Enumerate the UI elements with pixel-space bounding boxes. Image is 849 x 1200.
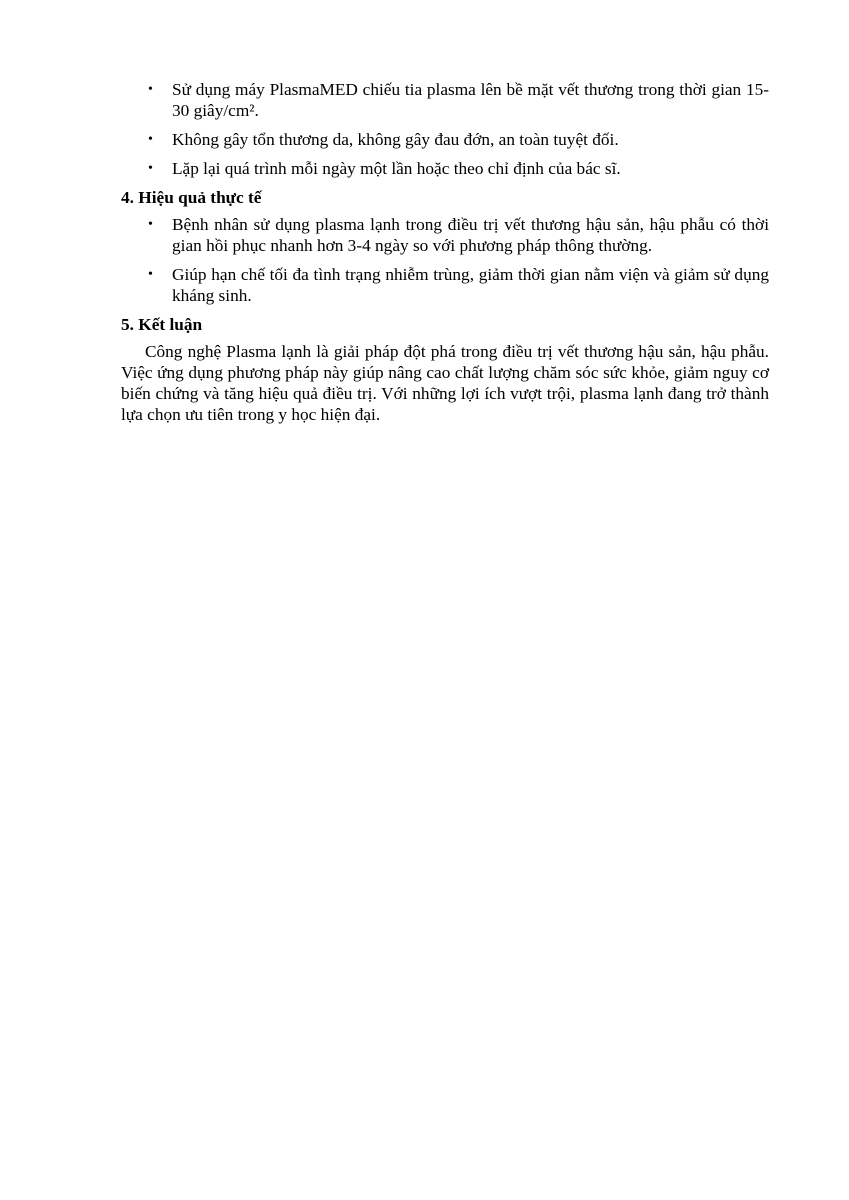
bullet-icon: • [148, 132, 153, 147]
document-page [121, 79, 769, 425]
list-item-text: Giúp hạn chế tối đa tình trạng nhiễm trùng, giảm thời gian nằm viện và giảm sử dụng kháng sinh. [172, 265, 769, 305]
list-item-text: Sử dụng máy PlasmaMED chiếu tia plasma lên bề mặt vết thương trong thời gian 15-30 giây/cm². [172, 80, 769, 120]
conclusion-paragraph: Công nghệ Plasma lạnh là giải pháp đột phá trong điều trị vết thương hậu sản, hậu phẫu. Việc ứng dụng phương pháp này giúp nâng cao chất lượng chăm sóc sức khỏe, giảm nguy cơ biến chứng và tăng hiệu quả điều trị. Với những lợi ích vượt trội, plasma lạnh đang trở thành lựa chọn ưu tiên trong y học hiện đại. [121, 342, 769, 424]
bullet-icon: • [148, 161, 153, 176]
results-bullet-list [121, 214, 769, 306]
bullet-icon: • [148, 82, 153, 97]
list-item [121, 264, 769, 306]
list-item-text: Bệnh nhân sử dụng plasma lạnh trong điều trị vết thương hậu sản, hậu phẫu có thời gian hồi phục nhanh hơn 3-4 ngày so với phương pháp thông thường. [172, 215, 769, 255]
list-item [121, 129, 769, 150]
section-heading-results: 4. Hiệu quả thực tế [121, 188, 262, 207]
list-item [121, 214, 769, 256]
bullet-icon: • [148, 267, 153, 282]
list-item [121, 158, 769, 179]
bullet-icon: • [148, 217, 153, 232]
list-item-text: Không gây tổn thương da, không gây đau đớn, an toàn tuyệt đối. [172, 130, 619, 149]
section-heading-conclusion: 5. Kết luận [121, 315, 203, 334]
procedure-bullet-list [121, 79, 769, 179]
list-item-text: Lặp lại quá trình mỗi ngày một lần hoặc theo chỉ định của bác sĩ. [172, 159, 621, 178]
list-item [121, 79, 769, 121]
